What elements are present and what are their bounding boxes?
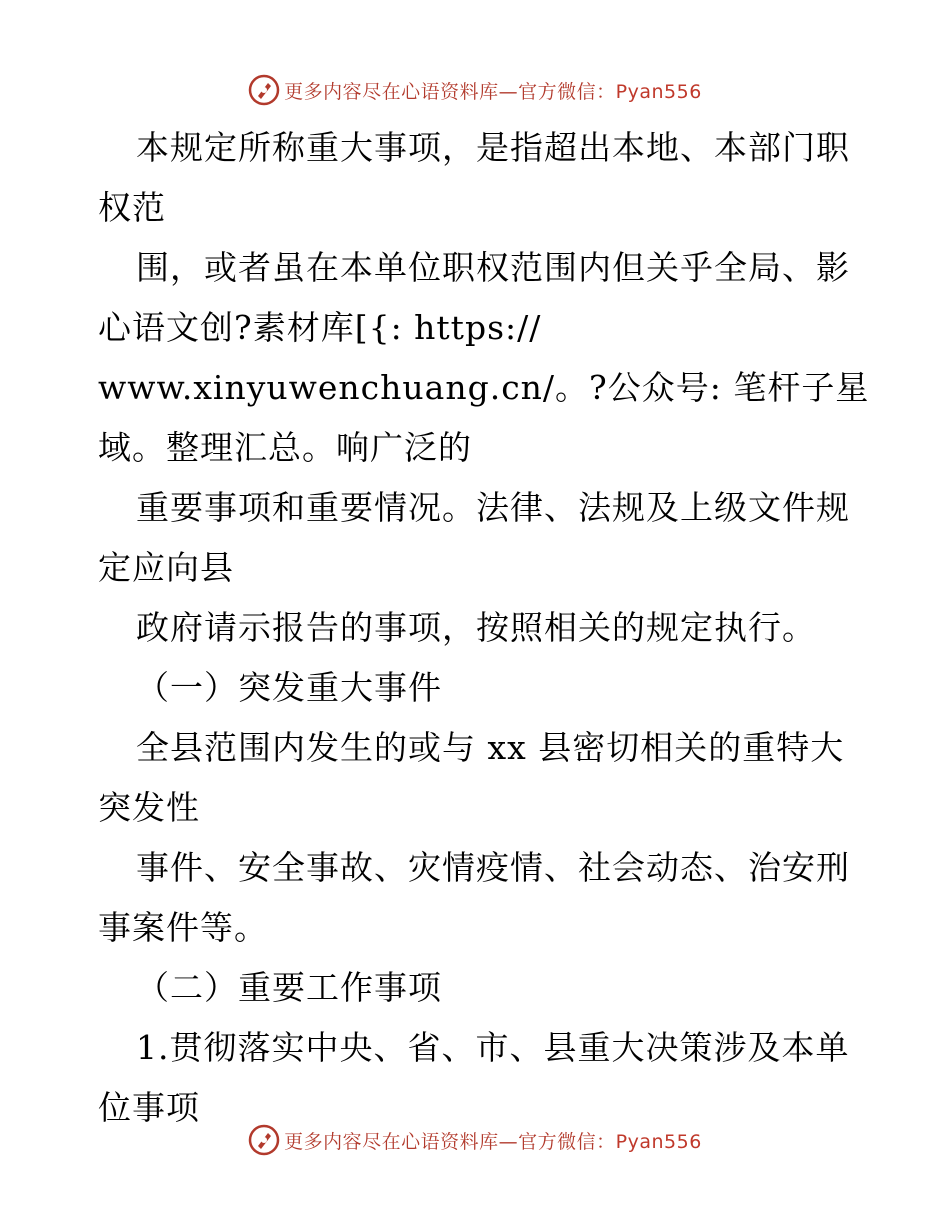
- watermark-text: 更多内容尽在心语资料库—官方微信：Pyan556: [284, 1130, 702, 1153]
- header-watermark: [0, 70, 950, 110]
- watermark-text: 更多内容尽在心语资料库—官方微信：Pyan556: [284, 80, 702, 103]
- text-line: 突发性: [98, 788, 200, 827]
- text-line: 事案件等。: [98, 908, 268, 947]
- text-line: 域。整理汇总。响广泛的: [98, 428, 472, 467]
- text-line: 全县范围内发生的或与 xx 县密切相关的重特大: [136, 728, 845, 767]
- text-line: 位事项: [98, 1088, 200, 1127]
- text-line: 本规定所称重大事项，是指超出本地、本部门职: [136, 128, 850, 167]
- text-line: （二）重要工作事项: [136, 968, 442, 1007]
- text-line: 事件、安全事故、灾情疫情、社会动态、治安刑: [136, 848, 850, 887]
- text-line: 权范: [98, 188, 166, 227]
- text-line: 心语文创?素材库[{: https://: [98, 308, 542, 347]
- footer-watermark: [0, 1120, 950, 1160]
- text-line: 围，或者虽在本单位职权范围内但关乎全局、影: [136, 248, 850, 287]
- text-line: （一）突发重大事件: [136, 668, 442, 707]
- pen-logo-icon: [248, 74, 280, 106]
- text-line: 重要事项和重要情况。法律、法规及上级文件规: [136, 488, 850, 527]
- text-line: 定应向县: [98, 548, 234, 587]
- text-line: 政府请示报告的事项，按照相关的规定执行。: [136, 608, 816, 647]
- document-body: [98, 118, 870, 1138]
- text-line: www.xinyuwenchuang.cn/。?公众号: 笔杆子星: [98, 368, 870, 407]
- text-line: 1.贯彻落实中央、省、市、县重大决策涉及本单: [136, 1028, 850, 1067]
- pen-logo-icon: [248, 1124, 280, 1156]
